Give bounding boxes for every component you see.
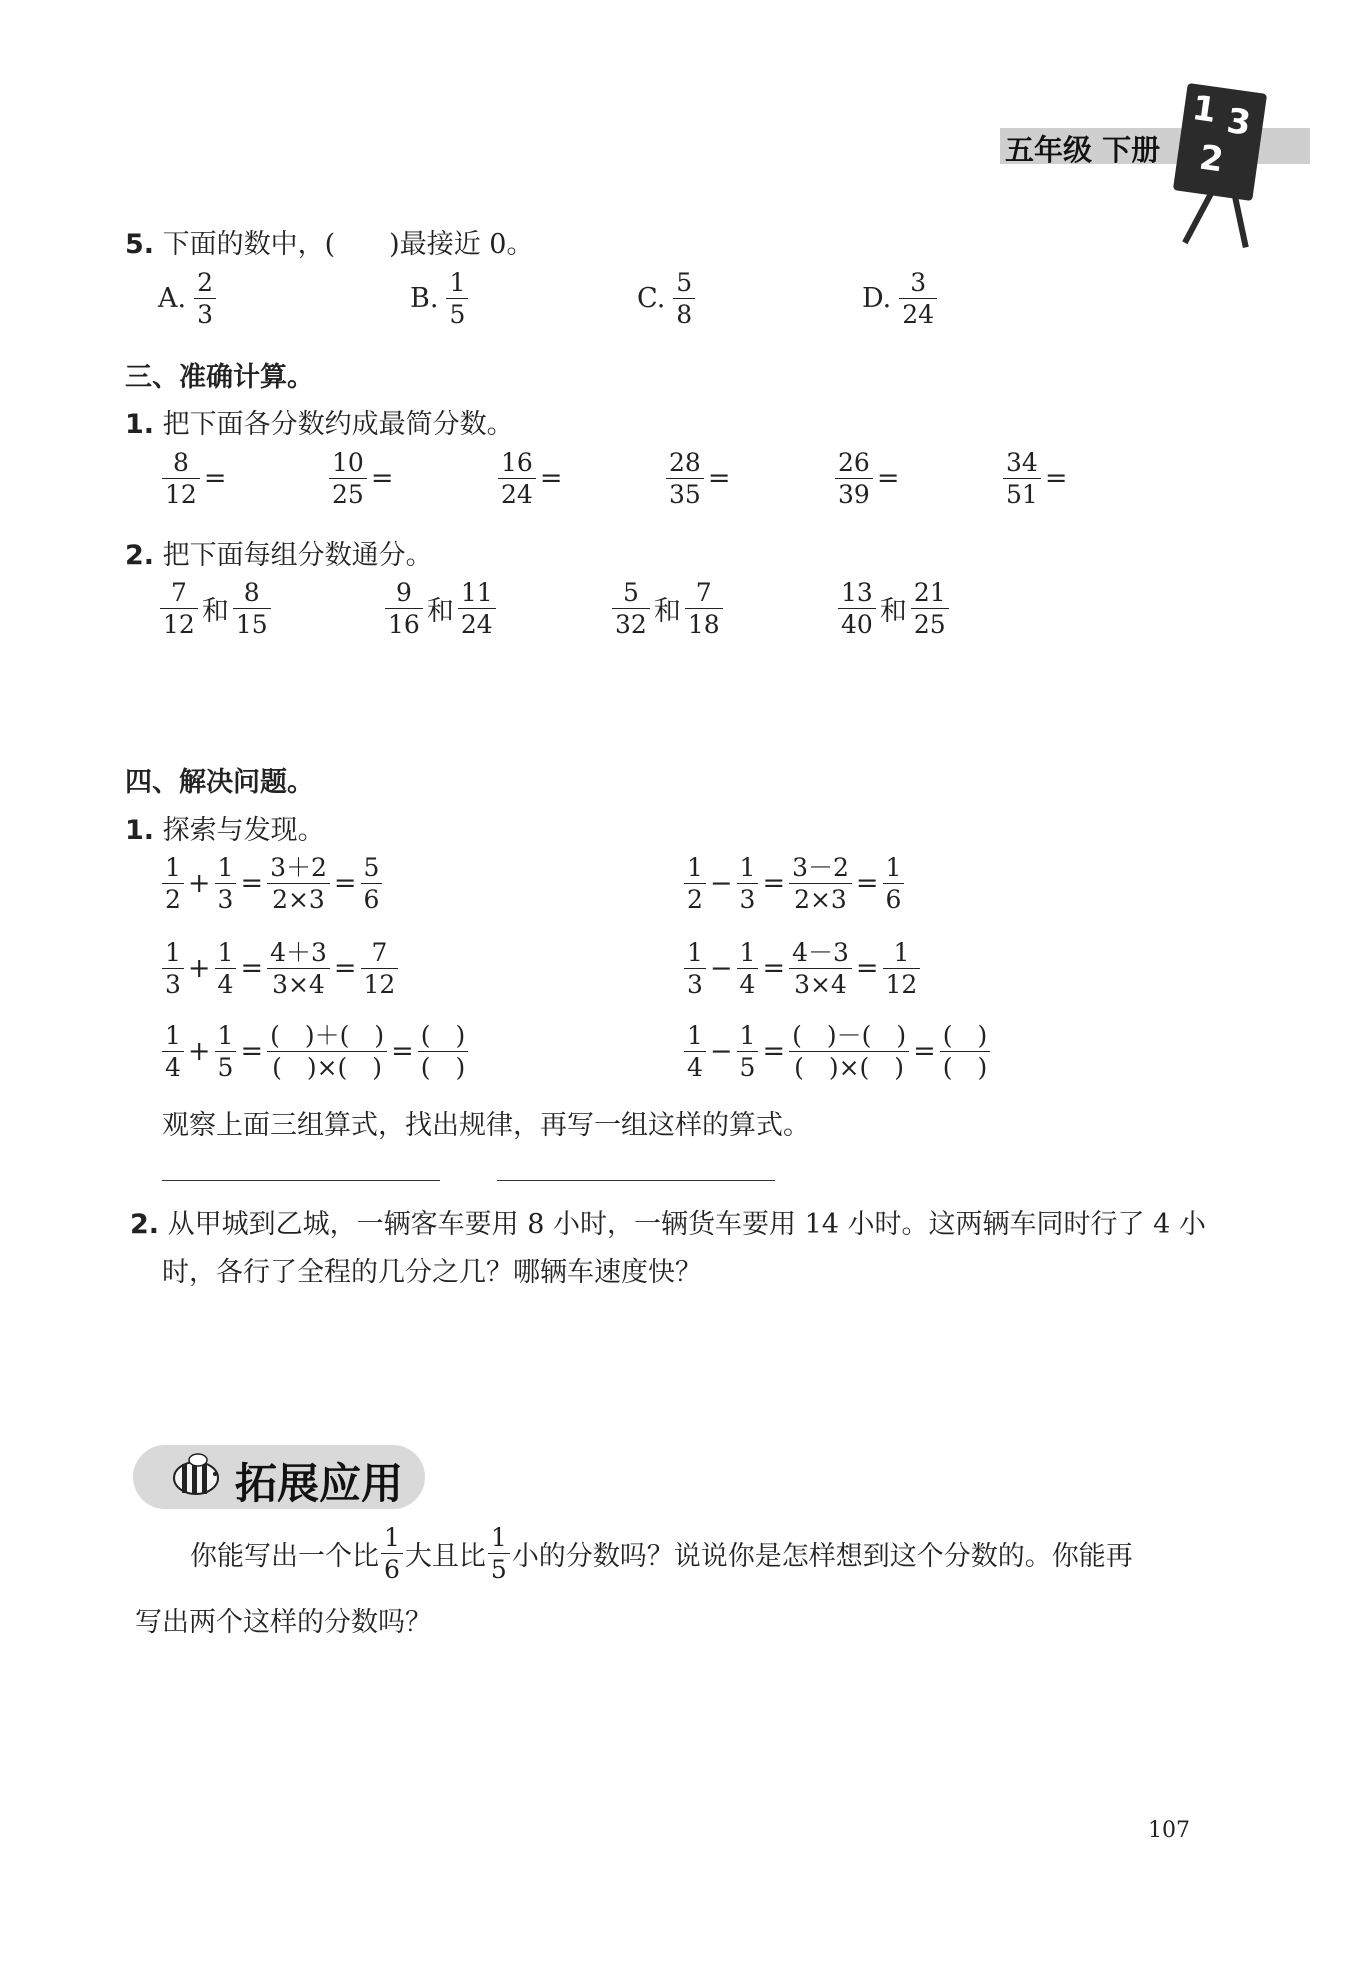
reduce-item-6: $\frac{34}{51}$ = bbox=[1001, 450, 1069, 507]
grade-label: 五年级 下册 bbox=[1005, 133, 1161, 167]
extension-paragraph-2: 写出两个这样的分数吗？ bbox=[135, 1607, 432, 1638]
reduce-item-3: $\frac{16}{24}$ = bbox=[496, 450, 564, 507]
board-leg-right bbox=[1231, 192, 1249, 248]
bee-icon bbox=[168, 1448, 228, 1500]
explore-diff-row-2: $\frac{1}{3}$ − $\frac{1}{4}$ = $\frac{4-3}{3\times 4}$ = $\frac{1}{12}$ bbox=[682, 940, 922, 997]
reduce-item-1: $\frac{8}{12}$ = bbox=[160, 450, 228, 507]
common-denominator-pair-4: $\frac{13}{40}$ 和 $\frac{21}{25}$ bbox=[836, 580, 951, 637]
q5-option-b: B. $\frac{1}{5}$ bbox=[410, 270, 470, 327]
page-number: 107 bbox=[1148, 1818, 1190, 1843]
common-denominator-pair-2: $\frac{9}{16}$ 和 $\frac{11}{24}$ bbox=[383, 580, 498, 637]
s4-q1-stem: 1. 探索与发现。 bbox=[125, 815, 325, 846]
common-denominator-pair-3: $\frac{5}{32}$ 和 $\frac{7}{18}$ bbox=[610, 580, 725, 637]
s4-q2-line1: 2. 从甲城到乙城，一辆客车要用 8 小时，一辆货车要用 14 小时。这两辆车同时行了 4 小 bbox=[130, 1209, 1206, 1240]
s3-q2-stem: 2. 把下面每组分数通分。 bbox=[125, 540, 433, 571]
explore-sum-row-1: $\frac{1}{2}$ + $\frac{1}{3}$ = $\frac{3+2}{2\times 3}$ = $\frac{5}{6}$ bbox=[160, 855, 384, 912]
answer-line-2[interactable] bbox=[497, 1180, 775, 1181]
reduce-item-4: $\frac{28}{35}$ = bbox=[664, 450, 732, 507]
reduce-item-2: $\frac{10}{25}$ = bbox=[327, 450, 395, 507]
s3-q1-stem: 1. 把下面各分数约成最简分数。 bbox=[125, 409, 514, 440]
q5-option-d: D. $\frac{3}{24}$ bbox=[862, 270, 939, 327]
answer-line-1[interactable] bbox=[162, 1180, 440, 1181]
explore-diff-row-3: $\frac{1}{4}$ − $\frac{1}{5}$ = $\frac{( )-( )}{( )\times( )}$ = $\frac{( )}{( )}$ bbox=[682, 1023, 992, 1080]
chalkboard-icon: 1 3 2 bbox=[1173, 83, 1267, 201]
explore-sum-row-3: $\frac{1}{4}$ + $\frac{1}{5}$ = $\frac{( )+( )}{( )\times( )}$ = $\frac{( )}{( )}$ bbox=[160, 1023, 470, 1080]
reduce-item-5: $\frac{26}{39}$ = bbox=[833, 450, 901, 507]
extension-paragraph-1: 你能写出一个比 $\frac{1}{6}$ 大且比 $\frac{1}{5}$ 小的分数吗？说说你是怎样想到这个分数的。你能再 bbox=[190, 1523, 1133, 1584]
section4-title: 四、解决问题。 bbox=[125, 767, 314, 798]
section3-title: 三、准确计算。 bbox=[125, 362, 314, 393]
s4-q2-line2: 时，各行了全程的几分之几？哪辆车速度快？ bbox=[162, 1257, 702, 1288]
common-denominator-pair-1: $\frac{7}{12}$ 和 $\frac{8}{15}$ bbox=[158, 580, 273, 637]
observe-instruction: 观察上面三组算式，找出规律，再写一组这样的算式。 bbox=[162, 1110, 810, 1141]
q5-stem: 5. 下面的数中，( )最接近 0。 bbox=[125, 229, 534, 260]
explore-diff-row-1: $\frac{1}{2}$ − $\frac{1}{3}$ = $\frac{3-2}{2\times 3}$ = $\frac{1}{6}$ bbox=[682, 855, 906, 912]
explore-sum-row-2: $\frac{1}{3}$ + $\frac{1}{4}$ = $\frac{4+3}{3\times 4}$ = $\frac{7}{12}$ bbox=[160, 940, 400, 997]
board-leg-left bbox=[1182, 192, 1214, 244]
extension-title: 拓展应用 bbox=[235, 1459, 404, 1508]
q5-option-a: A. $\frac{2}{3}$ bbox=[158, 270, 218, 327]
q5-option-c: C. $\frac{5}{8}$ bbox=[637, 270, 697, 327]
